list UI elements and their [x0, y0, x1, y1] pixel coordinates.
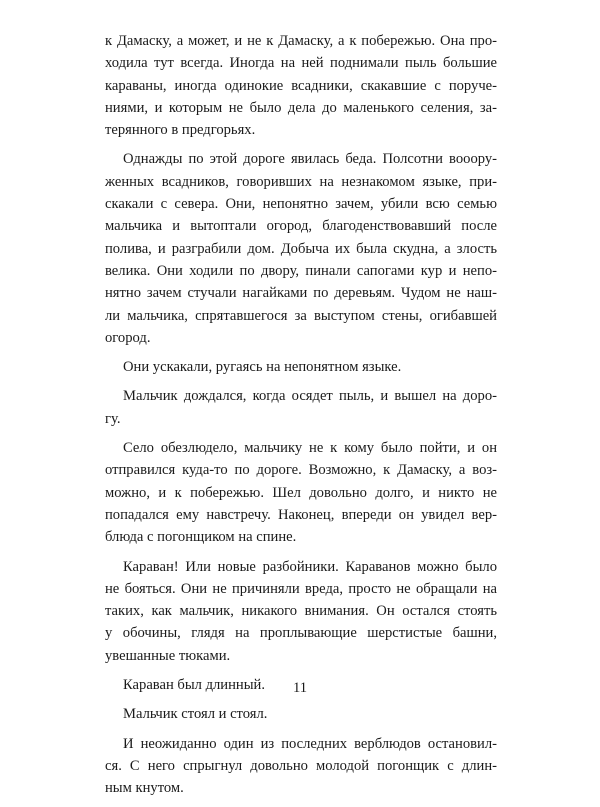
text-line: не бояться. Они не причиняли вреда, просто не обращали на [105, 580, 497, 597]
text-line: нятно зачем стучали нагайками по деревьям. Чудом не наш- [105, 285, 497, 302]
text-line: Село обезлюдело, мальчику не к кому было пойти, и он [123, 440, 497, 457]
text-line: женных всадников, говоривших на незнакомом языке, при- [105, 173, 497, 190]
text-line: караваны, иногда одинокие всадники, скакавшие с поруче- [105, 77, 497, 94]
text-line: скакали с севера. Они, непонятно зачем, убили всю семью [105, 196, 497, 213]
text-line: таких, как мальчик, никакого внимания. Он остался стоять [105, 603, 497, 620]
text-line: ли мальчика, спрятавшегося за выступом стены, огибавшей [105, 307, 497, 324]
text-line: блюда с погонщиком на спине. [105, 529, 297, 546]
text-line: ным кнутом. [105, 780, 184, 797]
text-line: ниями, и которым не было дела до маленького селения, за- [105, 99, 497, 116]
text-line: к Дамаску, а может, и не к Дамаску, а к побережью. Она про- [105, 33, 497, 49]
text-line: велика. Они ходили по двору, пинали сапогами кур и непо- [105, 262, 497, 279]
text-line: Мальчик стоял и стоял. [123, 706, 268, 723]
page-number: 11 [292, 680, 308, 696]
text-line: И неожиданно один из последних верблюдов остановил- [123, 735, 497, 752]
text-line: Они ускакали, ругаясь на непонятном языке. [123, 359, 402, 376]
text-line: увешанные тюками. [105, 647, 231, 664]
text-line: попадался ему навстречу. Наконец, впереди он увидел вер- [105, 506, 497, 523]
paragraph [105, 385, 497, 430]
text-line: Караван был длинный. [123, 677, 265, 694]
text-line: Мальчик дождался, когда осядет пыль, и вышел на доро- [123, 388, 497, 405]
text-line: у обочины, глядя на проплывающие шерстистые башни, [105, 625, 497, 642]
paragraph [105, 733, 497, 800]
text-line: ходила тут всегда. Иногда на ней поднимали пыль большие [105, 55, 497, 72]
text-line: можно, и к побережью. Шел довольно долго, и никто не [105, 484, 497, 501]
text-line: отправился куда-то по дороге. Возможно, к Дамаску, а воз- [105, 462, 497, 479]
text-line: полива, и разграбили дом. Добыча их была скудна, а злость [105, 240, 497, 257]
paragraph [105, 556, 497, 667]
paragraph [105, 30, 497, 141]
paragraph [105, 356, 497, 378]
paragraph [105, 437, 497, 548]
paragraph [105, 148, 497, 349]
text-line: огород. [105, 329, 151, 346]
text-line: гу. [105, 410, 121, 427]
text-line: ся. С него спрыгнул довольно молодой погонщик с длин- [105, 757, 497, 774]
paragraph [105, 703, 497, 725]
text-line: терянного в предгорьях. [105, 122, 256, 139]
text-line: Однажды по этой дороге явилась беда. Полсотни вооору- [123, 151, 497, 168]
text-line: Караван! Или новые разбойники. Караванов можно было [123, 558, 497, 575]
text-line: мальчика и вытоптали огород, благоденствовавший после [105, 218, 497, 235]
